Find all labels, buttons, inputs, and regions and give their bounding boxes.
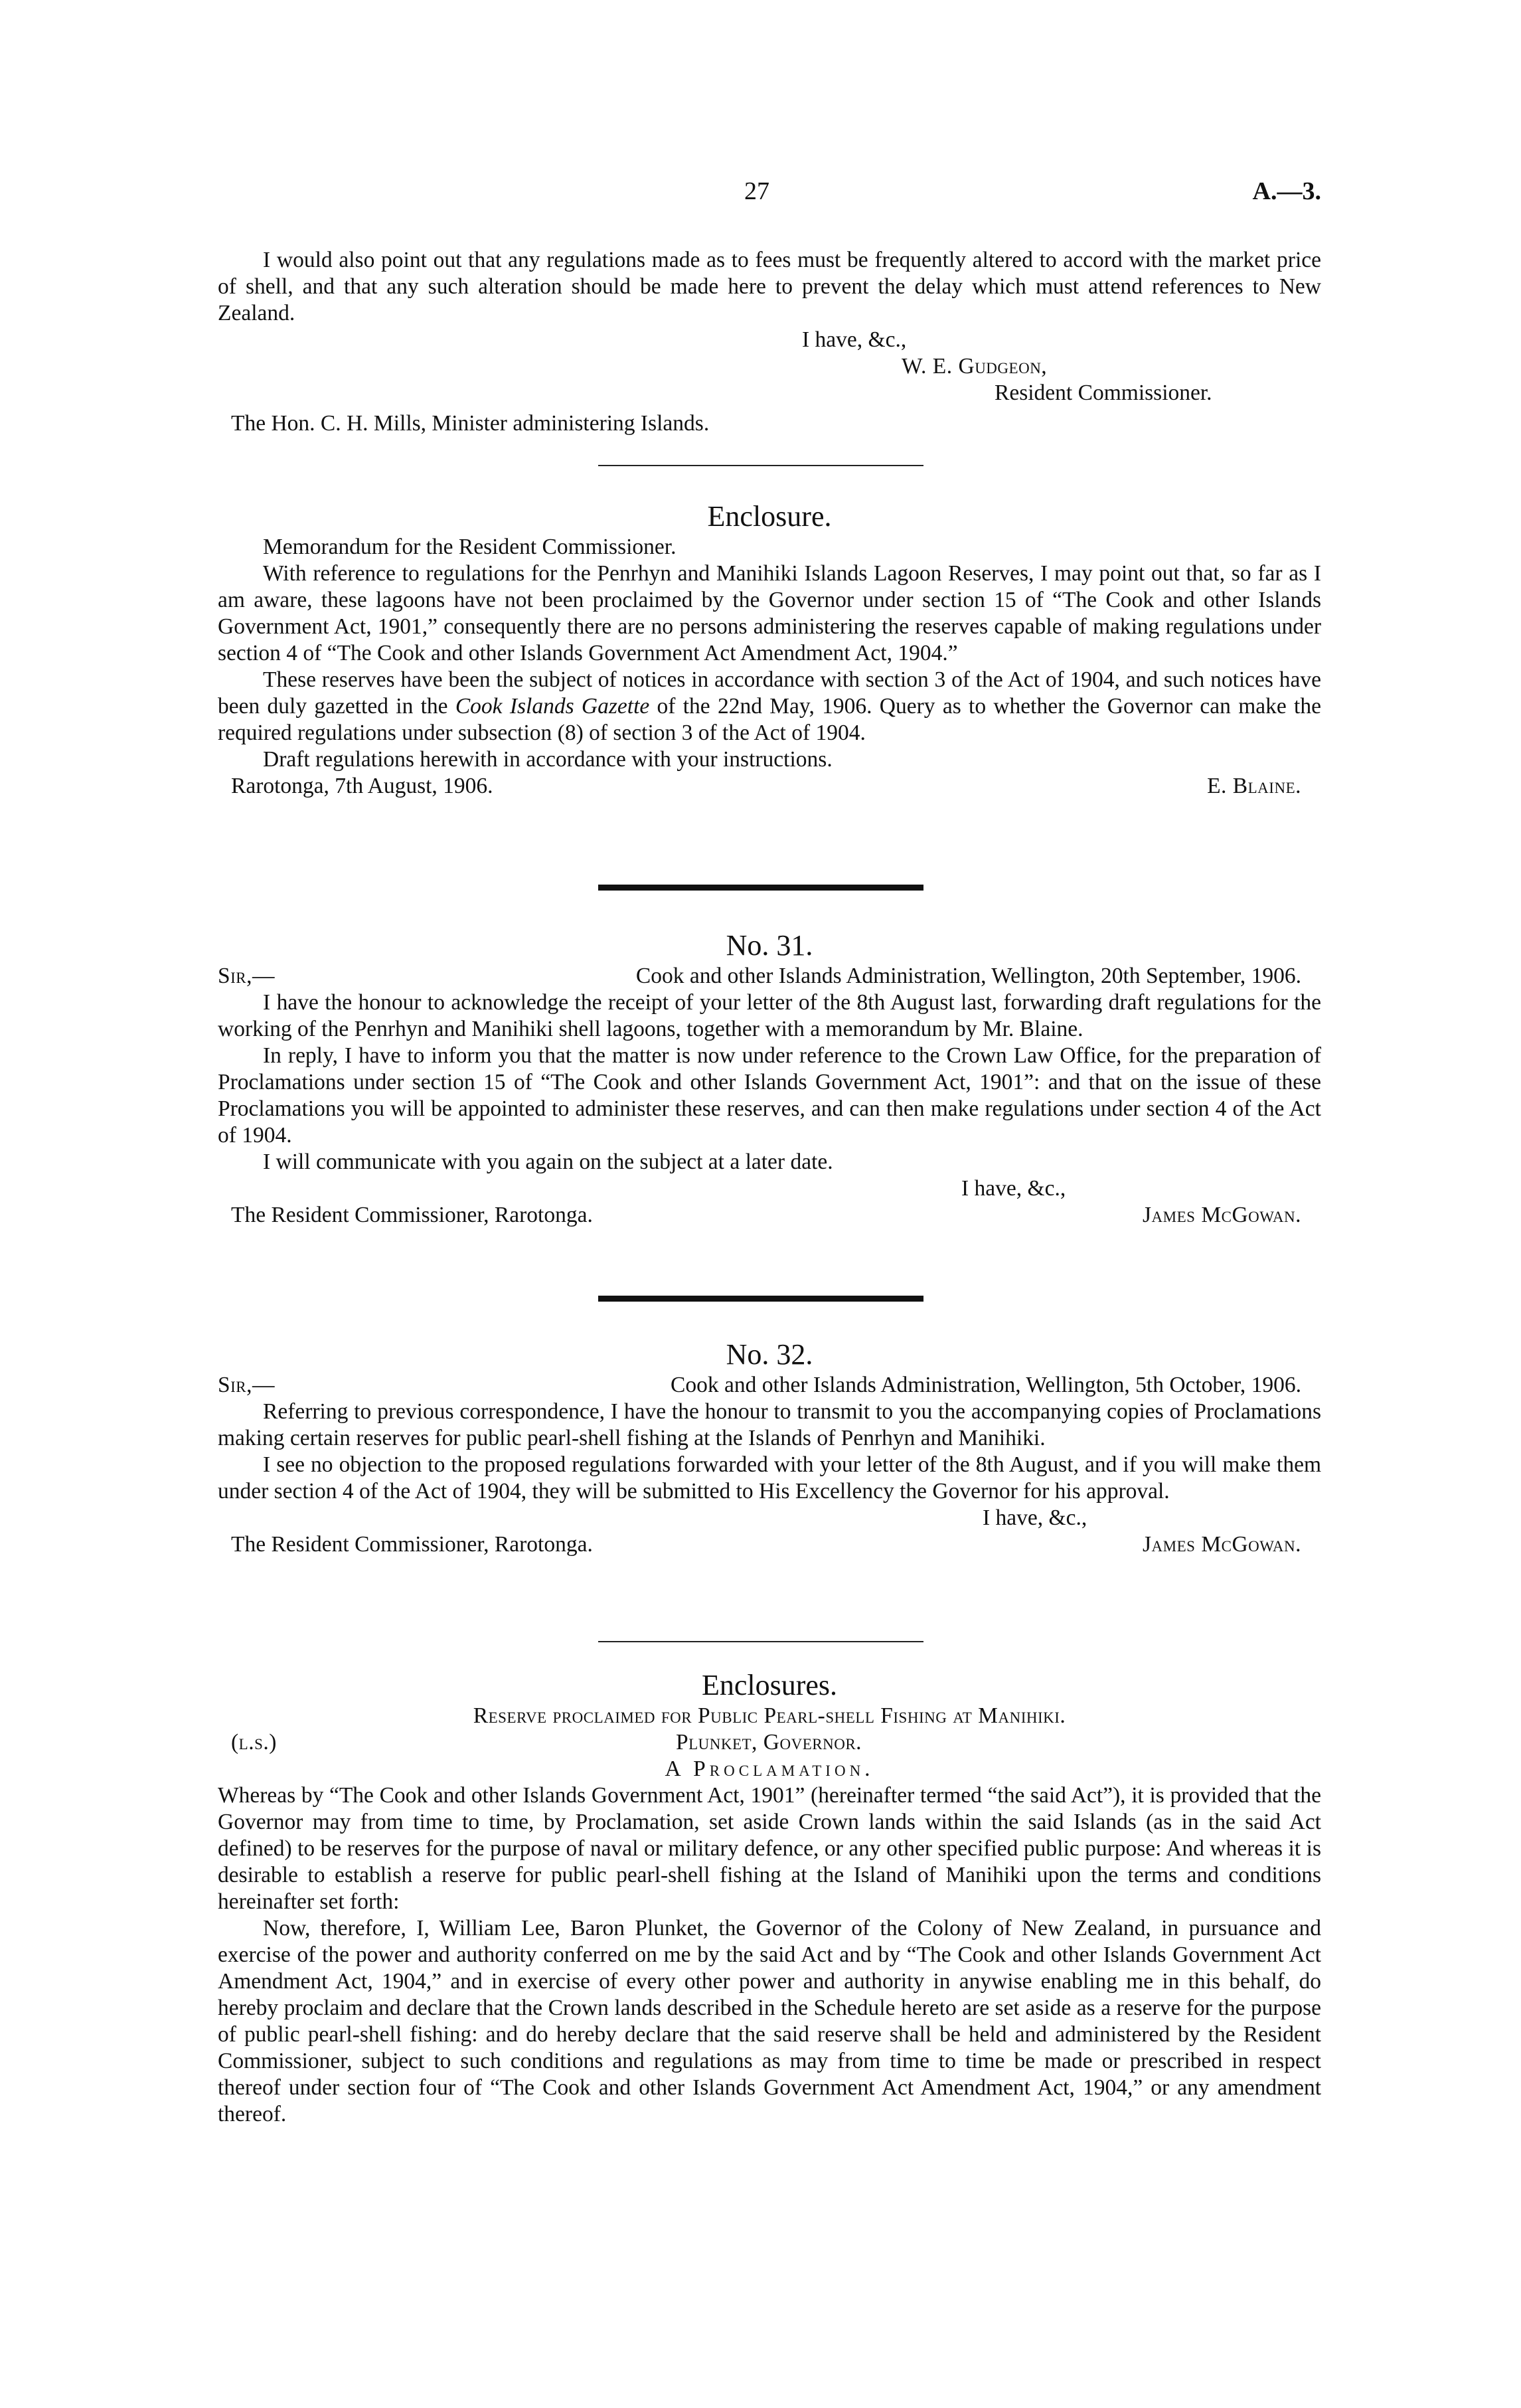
closing: I have, &c., (961, 1176, 1066, 1201)
salutation-row (218, 1372, 1321, 1399)
paragraph: I would also point out that any regulations made as to fees must be frequently altered to accord with the market price of shell, and that any such alteration should be made here to prevent the delay which must attend references to New Zealand. (218, 248, 1321, 325)
paragraph: These reserves have been the subject of notices in accordance with section 3 of the Act of 1904, and such notices have been duly gazetted in the Cook Islands Gazette of the 22nd May, 1906. Query as to whether the Governor can make the required regulations under subsection (8) of section 3 of the Act of 1904. (218, 667, 1321, 745)
salutation-row (218, 963, 1321, 989)
dateline: Cook and other Islands Administration, Wellington, 5th October, 1906. (671, 1373, 1301, 1397)
page-number: 27 (744, 177, 769, 205)
paragraph: Referring to previous correspondence, I have the honour to transmit to you the accompanying copies of Proclamations making certain reserves for public pearl-shell fishing at the Islands of Penrhyn and Manihiki. (218, 1399, 1321, 1450)
paragraph: Now, therefore, I, William Lee, Baron Plunket, the Governor of the Colony of New Zealand, in pursuance and exercise of the power and authority conferred on me by the said Act and by “The Cook and other Islands Government Act Amendment Act, 1904,” and in exercise of every other power and authority in anywise enabling me in this behalf, do hereby proclaim and declare that the Crown lands described in the Schedule hereto are set aside as a reserve for the purpose of public pearl-shell fishing: and do hereby declare that the said reserve shall be held and administered by the Resident Commissioner, subject to such conditions and regulations as may from time to time be made or prescribed in respect thereof under section four of “The Cook and other Islands Government Act Amendment Act, 1904,” or any amendment thereof. (218, 1916, 1321, 2126)
addressee-row (218, 1202, 1321, 1229)
paragraph: I will communicate with you again on the subject at a later date. (263, 1150, 833, 1174)
paragraph: With reference to regulations for the Penrhyn and Manihiki Islands Lagoon Reserves, I may point out that, so far as I am aware, these lagoons have not been proclaimed by the Governor under section 15 of “The Cook and other Islands Government Act, 1901,” consequently there are no persons administering the reserves capable of making regulations under section 4 of “The Cook and other Islands Government Act Amendment Act, 1904.” (218, 561, 1321, 665)
signature-title-row (218, 380, 1321, 406)
divider (0, 1296, 1521, 1302)
addressee: The Resident Commissioner, Rarotonga. (231, 1203, 593, 1227)
place-date: Rarotonga, 7th August, 1906. (231, 774, 493, 798)
paragraph: I have the honour to acknowledge the receipt of your letter of the 8th August last, forwarding draft regulations for the working of the Penrhyn and Manihiki shell lagoons, together with a memorandum by Mr. Blaine. (218, 990, 1321, 1041)
enclosure-memorandum (218, 499, 1321, 800)
enclosures-proclamation (218, 1668, 1321, 2128)
signature-row (218, 353, 1321, 380)
proclamation-title: A Proclamation. (665, 1757, 874, 1781)
salutation: Sir,— (218, 964, 276, 988)
closing: I have, &c., (975, 1505, 1087, 1531)
addressee-row (218, 410, 1321, 437)
paragraph: I see no objection to the proposed regulations forwarded with your letter of the 8th August, and if you will make them under section 4 of the Act of 1904, they will be submitted to His Excellency the Governor for his approval. (218, 1452, 1321, 1504)
dateline: Cook and other Islands Administration, Wellington, 20th September, 1906. (635, 964, 1301, 988)
section-heading: Enclosures. (701, 1669, 838, 1701)
divider (0, 885, 1521, 891)
letter-30-closing (218, 247, 1321, 437)
document-reference: A.—3. (1252, 177, 1321, 205)
signature-name: W. E. Gudgeon, (902, 354, 1048, 379)
addressee-row (218, 1505, 1321, 1558)
paragraph: Whereas by “The Cook and other Islands Government Act, 1901” (hereinafter termed “the said Act”), it is provided that the Governor may from time to time, by Proclamation, set aside Crown lands within the said Islands (as in the said Act defined) to be reserves for the purpose of naval or military defence, or any other specified public purpose: And whereas it is desirable to establish a reserve for public pearl-shell fishing at the Island of Manihiki upon the terms and conditions hereinafter set forth: (218, 1783, 1321, 1914)
proclamation-subheading: Reserve proclaimed for Public Pearl-shell Fishing at Manihiki. (473, 1703, 1066, 1728)
salutation: Sir,— (218, 1373, 276, 1397)
letter-number: No. 31. (726, 929, 813, 962)
signature: E. Blaine. (1207, 774, 1301, 798)
closing-row (218, 327, 1321, 353)
letter-number: No. 32. (726, 1338, 813, 1371)
addressee: The Hon. C. H. Mills, Minister administering Islands. (231, 411, 710, 436)
signature: James McGowan. (1143, 1203, 1301, 1227)
seal-governor-row (218, 1729, 1321, 1756)
seal-mark: (l.s.) (231, 1730, 277, 1755)
divider (0, 465, 1521, 466)
paragraph: Draft regulations herewith in accordance with your instructions. (263, 747, 833, 772)
closing: I have, &c., (802, 327, 907, 352)
signature-title: Resident Commissioner. (995, 381, 1212, 405)
addressee: The Resident Commissioner, Rarotonga. (231, 1532, 593, 1557)
governor-signature: Plunket, Governor. (675, 1730, 862, 1755)
paragraph: In reply, I have to inform you that the matter is now under reference to the Crown Law Office, for the preparation of Proclamations under section 15 of “The Cook and other Islands Government Act, 1901”: and that on the issue of these Proclamations you will be appointed to administer these reserves, and can then make regulations under section 4 of the Act of 1904. (218, 1043, 1321, 1148)
letter-31 (218, 928, 1321, 1229)
signature: James McGowan. (1143, 1532, 1301, 1557)
divider (0, 1641, 1521, 1642)
closing-row (218, 1175, 1321, 1202)
place-signature-row (218, 773, 1321, 800)
section-heading: Enclosure. (707, 500, 832, 533)
memo-title: Memorandum for the Resident Commissioner. (263, 535, 677, 559)
letter-32 (218, 1337, 1321, 1558)
